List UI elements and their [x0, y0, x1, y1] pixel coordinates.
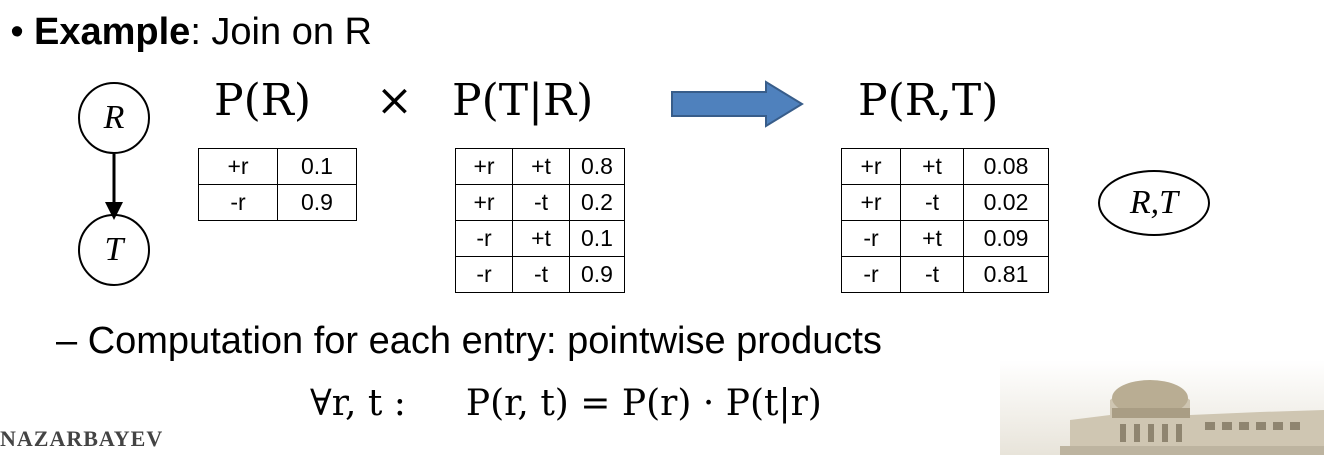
table-cell: +t: [901, 149, 964, 185]
bullet-heading: [0, 8, 372, 56]
table-cell: -r: [456, 221, 513, 257]
table-cell: -t: [513, 185, 570, 221]
table-cell: +r: [842, 185, 901, 221]
table-row: [842, 149, 1049, 185]
join-arrow-icon: [670, 80, 806, 128]
table-cell: +t: [513, 221, 570, 257]
table-cell: +t: [513, 149, 570, 185]
math-prt: P(R,T): [858, 75, 999, 126]
node-rt-label: R,T: [1129, 184, 1179, 221]
building-image: [1000, 360, 1324, 455]
sub-bullet: – Computation for each entry: pointwise products: [56, 320, 882, 362]
table-row: [842, 185, 1049, 221]
formula: [310, 378, 822, 430]
table-cell: +r: [456, 185, 513, 221]
table-cell: -r: [199, 185, 278, 221]
math-ptr: P(T|R): [452, 75, 594, 126]
table-cell: -r: [842, 221, 901, 257]
table-row: [842, 221, 1049, 257]
table-cell: -t: [901, 257, 964, 293]
table-row: [456, 185, 625, 221]
node-r: [78, 82, 150, 154]
heading-rest: : Join on R: [190, 11, 372, 53]
table-cell: 0.1: [278, 149, 357, 185]
table-cell: +t: [901, 221, 964, 257]
bullet-dot: •: [10, 11, 24, 53]
table-row: [199, 149, 357, 185]
table-cell: 0.9: [278, 185, 357, 221]
table-p-t-given-r: [455, 148, 625, 293]
table-cell: 0.09: [964, 221, 1049, 257]
table-row: [456, 221, 625, 257]
table-cell: +r: [199, 149, 278, 185]
table-row: [456, 149, 625, 185]
table-cell: 0.9: [570, 257, 625, 293]
table-cell: 0.1: [570, 221, 625, 257]
table-cell: -t: [901, 185, 964, 221]
table-cell: 0.08: [964, 149, 1049, 185]
formula-quantifier: ∀r, t :: [310, 383, 406, 424]
table-row: [842, 257, 1049, 293]
node-r-label: R: [103, 99, 125, 136]
table-cell: 0.2: [570, 185, 625, 221]
university-logo-text: NAZARBAYEV: [0, 426, 164, 451]
math-pr: P(R): [214, 75, 312, 126]
table-cell: -r: [456, 257, 513, 293]
table-cell: 0.8: [570, 149, 625, 185]
formula-equation: P(r, t) = P(r) · P(t|r): [465, 383, 822, 424]
table-cell: 0.81: [964, 257, 1049, 293]
node-rt: [1098, 170, 1210, 236]
table-p-r: [198, 148, 357, 221]
edge-r-to-t-arrow: [100, 150, 130, 222]
table-cell: +r: [456, 149, 513, 185]
table-row: [199, 185, 357, 221]
node-t-label: T: [104, 231, 124, 268]
table-cell: 0.02: [964, 185, 1049, 221]
example-label: Example: [34, 11, 191, 53]
node-t: [78, 214, 150, 286]
table-row: [456, 257, 625, 293]
table-cell: -r: [842, 257, 901, 293]
table-cell: +r: [842, 149, 901, 185]
math-times: ×: [376, 75, 413, 126]
table-cell: -t: [513, 257, 570, 293]
table-p-r-t: [841, 148, 1049, 293]
